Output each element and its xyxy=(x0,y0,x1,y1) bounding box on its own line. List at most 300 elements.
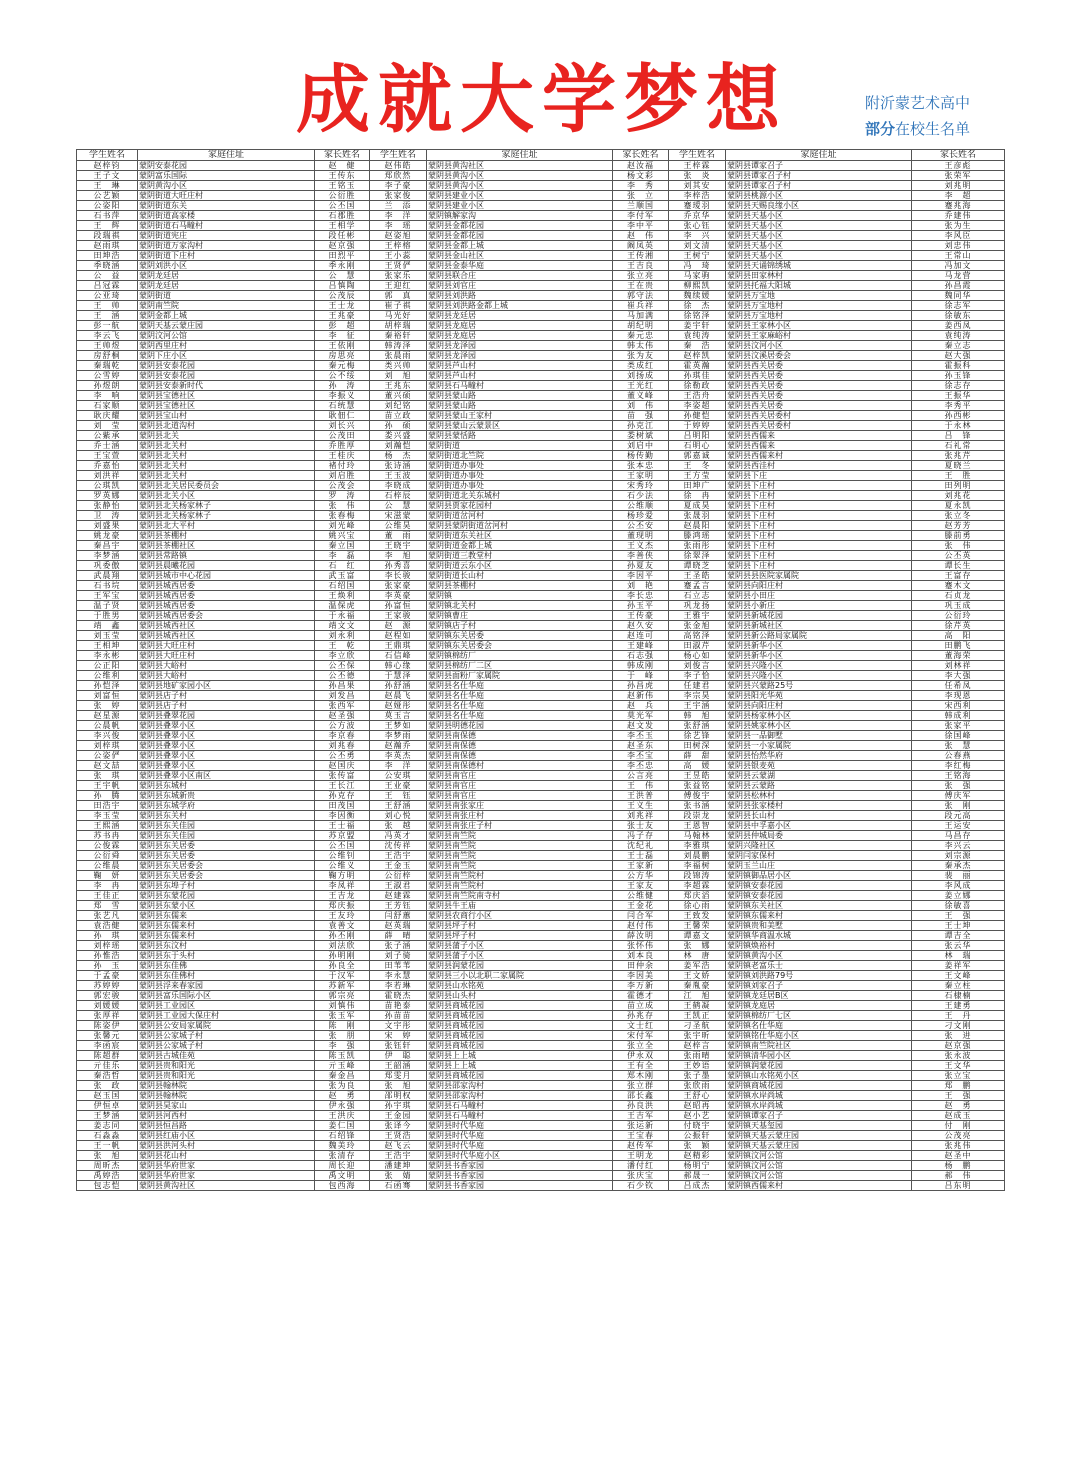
address-cell: 蒙阴县西关居委村 xyxy=(726,421,912,431)
address-cell: 蒙阴县新城社区 xyxy=(726,621,912,631)
student-name-cell: 赵瀚乔 xyxy=(370,741,427,751)
address-cell: 蒙阴镇水岸尚城 xyxy=(726,1091,912,1101)
address-cell: 蒙阴县西关居委 xyxy=(726,361,912,371)
parent-name-cell: 张永波 xyxy=(912,1051,1005,1061)
parent-name-cell: 徐芹英 xyxy=(912,621,1005,631)
address-cell: 蒙阴县龙廷居 xyxy=(427,311,613,321)
parent-name-cell: 王在贵 xyxy=(613,281,669,291)
parent-name-cell: 秦金昌 xyxy=(315,1071,370,1081)
roster-caption xyxy=(865,118,970,139)
student-name-cell: 崔子祺 xyxy=(370,301,427,311)
student-name-cell: 李 洋 xyxy=(370,211,427,221)
student-name-cell: 孙琪佳 xyxy=(669,371,726,381)
student-name-cell: 江 旭 xyxy=(669,991,726,1001)
parent-name-cell: 刁文刚 xyxy=(912,1021,1005,1031)
parent-name-cell: 文士红 xyxy=(613,1021,669,1031)
address-cell: 蒙阴县润蒙花园 xyxy=(427,961,613,971)
parent-name-cell: 公维钊 xyxy=(315,851,370,861)
parent-name-cell: 高 阳 xyxy=(912,631,1005,641)
parent-name-cell: 孙良洪 xyxy=(613,1101,669,1111)
address-cell: 蒙阴县联合庄 xyxy=(427,271,613,281)
student-name-cell: 郭宏骏 xyxy=(77,991,138,1001)
student-name-cell: 马光好 xyxy=(370,311,427,321)
student-name-cell: 高 媛 xyxy=(669,761,726,771)
parent-name-cell: 王 强 xyxy=(912,911,1005,921)
table-row xyxy=(77,1111,1005,1121)
student-name-cell: 郭嘉诚 xyxy=(669,451,726,461)
address-cell: 蒙阴县贵和阳光 xyxy=(138,1071,315,1081)
parent-name-cell: 王义杰 xyxy=(613,541,669,551)
parent-name-cell: 赵 兵 xyxy=(613,701,669,711)
parent-name-cell: 王传豪 xyxy=(613,611,669,621)
address-cell: 蒙阴县中孚嘉小区 xyxy=(726,821,912,831)
student-name-cell: 石信峰 xyxy=(370,651,427,661)
parent-name-cell: 秦立志 xyxy=(912,341,1005,351)
student-name-cell: 公正阳 xyxy=(77,661,138,671)
student-name-cell: 李玉莹 xyxy=(77,811,138,821)
table-row xyxy=(77,201,1005,211)
address-cell: 蒙阴县山水铭苑 xyxy=(427,981,613,991)
address-cell: 蒙阴县刘洪路 xyxy=(427,291,613,301)
address-cell: 蒙阴县叠翠小区南区 xyxy=(138,771,315,781)
student-name-cell: 马家驹 xyxy=(669,271,726,281)
student-name-cell: 徐铭泽 xyxy=(669,311,726,321)
address-cell: 蒙阴县龙庭居 xyxy=(427,321,613,331)
table-row xyxy=(77,331,1005,341)
address-cell: 蒙阴县蒙阴街道岔河村 xyxy=(427,521,613,531)
address-cell: 蒙阴县明德花园 xyxy=(427,721,613,731)
student-name-cell: 公振轩 xyxy=(669,1131,726,1141)
student-name-cell: 李梓浩 xyxy=(669,191,726,201)
student-name-cell: 韩涛泽 xyxy=(370,341,427,351)
parent-name-cell: 刘光峰 xyxy=(315,521,370,531)
address-cell: 蒙阴县下庄村 xyxy=(726,531,912,541)
student-name-cell: 王树宁 xyxy=(669,251,726,261)
address-cell: 蒙阴县南官庄 xyxy=(427,781,613,791)
address-cell: 蒙阴县张家楼村 xyxy=(726,801,912,811)
parent-name-cell: 房思亮 xyxy=(315,351,370,361)
student-name-cell: 公衍舜 xyxy=(77,851,138,861)
student-name-cell: 公安琪 xyxy=(370,771,427,781)
address-cell: 蒙阴县南竺院村 xyxy=(427,881,613,891)
parent-name-cell: 于 峰 xyxy=(613,671,669,681)
address-cell: 蒙阴县东蒙小区 xyxy=(138,901,315,911)
parent-name-cell: 李因平 xyxy=(613,571,669,581)
student-name-cell: 冯英才 xyxy=(370,831,427,841)
parent-name-cell: 公维义 xyxy=(315,861,370,871)
address-cell: 蒙阴镇御品居小区 xyxy=(726,871,912,881)
address-cell: 蒙阴县西儒来 xyxy=(726,431,912,441)
student-name-cell: 李云飞 xyxy=(77,331,138,341)
address-cell: 蒙阴县名仕华庭 xyxy=(427,681,613,691)
parent-name-cell: 王桂庆 xyxy=(315,451,370,461)
address-cell: 蒙阴县工业园区 xyxy=(138,1001,315,1011)
address-cell: 蒙阴县大旺庄村 xyxy=(138,651,315,661)
student-name-cell: 杨 杰 xyxy=(370,451,427,461)
parent-name-cell: 刘法欣 xyxy=(315,941,370,951)
address-cell: 蒙阴县北关杨家林子 xyxy=(138,511,315,521)
address-cell: 蒙阴镇华商温水城 xyxy=(726,931,912,941)
address-cell: 蒙阴县红庙小区 xyxy=(138,1131,315,1141)
student-name-cell: 田苇苇 xyxy=(370,961,427,971)
table-row xyxy=(77,171,1005,181)
parent-name-cell: 赵传军 xyxy=(613,1141,669,1151)
parent-name-cell: 张士友 xyxy=(613,821,669,831)
student-name-cell: 刘洪祥 xyxy=(77,471,138,481)
column-header: 学生姓名 xyxy=(669,150,726,161)
address-cell: 蒙阴县万宝地村 xyxy=(726,311,912,321)
parent-name-cell: 王建勇 xyxy=(912,1001,1005,1011)
student-name-cell: 滕鸿瑶 xyxy=(669,531,726,541)
address-cell: 蒙阴县店子村 xyxy=(138,701,315,711)
student-name-cell: 吕冠霖 xyxy=(77,281,138,291)
table-row xyxy=(77,1031,1005,1041)
student-name-cell: 沈传祥 xyxy=(370,841,427,851)
student-name-cell: 张钰轩 xyxy=(370,1041,427,1051)
address-cell: 蒙阴县安泰新时代 xyxy=(138,381,315,391)
address-cell: 蒙阴下庄小区 xyxy=(138,351,315,361)
student-name-cell: 刘富恒 xyxy=(77,691,138,701)
parent-name-cell: 张庆宝 xyxy=(613,1171,669,1181)
parent-name-cell: 鞠方明 xyxy=(315,871,370,881)
address-cell: 蒙阴县西儒来村 xyxy=(726,451,912,461)
table-row xyxy=(77,1071,1005,1081)
parent-name-cell: 刘兆春 xyxy=(315,741,370,751)
parent-name-cell: 刘兆明 xyxy=(912,181,1005,191)
student-name-cell: 张子涵 xyxy=(370,941,427,951)
student-name-cell: 张艺凡 xyxy=(77,911,138,921)
address-cell: 蒙阴县富乐国际小区 xyxy=(138,991,315,1001)
student-name-cell: 刘纪铭 xyxy=(370,401,427,411)
student-name-cell: 王金玉 xyxy=(370,861,427,871)
student-name-cell: 李长骏 xyxy=(370,571,427,581)
address-cell: 蒙阴汶河公馆 xyxy=(138,331,315,341)
address-cell: 蒙阴街道高家楼 xyxy=(138,211,315,221)
parent-name-cell: 董现明 xyxy=(613,531,669,541)
address-cell: 蒙阴县商城花园 xyxy=(427,1021,613,1031)
student-name-cell: 孙宇琪 xyxy=(370,1101,427,1111)
student-name-cell: 石家顺 xyxy=(77,401,138,411)
parent-name-cell: 李付军 xyxy=(613,211,669,221)
address-cell: 蒙阴县商城花园 xyxy=(427,1071,613,1081)
student-name-cell: 赵娅彤 xyxy=(370,701,427,711)
parent-name-cell: 孙克存 xyxy=(315,791,370,801)
address-cell: 蒙阴县阳光华苑 xyxy=(726,691,912,701)
address-cell: 蒙阴县城西居委 xyxy=(138,591,315,601)
address-cell: 蒙阴县宝山村 xyxy=(138,411,315,421)
address-cell: 蒙阴镇西儒来村 xyxy=(726,1181,912,1191)
table-row xyxy=(77,971,1005,981)
student-name-cell: 刘 旭 xyxy=(370,371,427,381)
parent-name-cell: 赵文发 xyxy=(613,721,669,731)
student-name-cell: 张宇昕 xyxy=(669,1031,726,1041)
table-row xyxy=(77,271,1005,281)
parent-name-cell: 季永刚 xyxy=(315,261,370,271)
page-title: 成就大学梦想 xyxy=(296,57,788,143)
parent-name-cell: 张为友 xyxy=(613,351,669,361)
student-name-cell: 刘心悦 xyxy=(370,811,427,821)
student-name-cell: 宋滋蒙 xyxy=(370,511,427,521)
student-name-cell: 孙惟浩 xyxy=(77,951,138,961)
table-row xyxy=(77,561,1005,571)
parent-name-cell: 苗立成 xyxy=(613,1001,669,1011)
address-cell: 蒙阴县金都花园 xyxy=(427,221,613,231)
student-name-cell: 吕成杰 xyxy=(669,1181,726,1191)
student-name-cell: 公维昊 xyxy=(370,521,427,531)
parent-name-cell: 王洪普 xyxy=(613,791,669,801)
parent-name-cell: 罗 涛 xyxy=(315,491,370,501)
address-cell: 蒙阴县谭家召子 xyxy=(726,161,912,171)
table-row xyxy=(77,1171,1005,1181)
address-cell: 蒙阴县桃源小区 xyxy=(726,191,912,201)
parent-name-cell: 李振义 xyxy=(315,391,370,401)
parent-name-cell: 任希凤 xyxy=(912,681,1005,691)
student-name-cell: 赵小艺 xyxy=(669,1111,726,1121)
parent-name-cell: 张立宝 xyxy=(912,1071,1005,1081)
parent-name-cell: 王 丹 xyxy=(912,1011,1005,1021)
address-cell: 蒙阴县昊家山 xyxy=(138,1101,315,1111)
table-row xyxy=(77,931,1005,941)
parent-name-cell: 王吉龙 xyxy=(315,891,370,901)
parent-name-cell: 包西海 xyxy=(315,1181,370,1191)
student-name-cell: 陈超群 xyxy=(77,1051,138,1061)
student-name-cell: 孙恺泽 xyxy=(77,681,138,691)
column-header: 家长姓名 xyxy=(613,150,669,161)
student-name-cell: 王文娇 xyxy=(669,971,726,981)
parent-name-cell: 张 立 xyxy=(613,191,669,201)
table-row xyxy=(77,401,1005,411)
parent-name-cell: 冯加文 xyxy=(912,261,1005,271)
student-name-cell: 王昱皓 xyxy=(669,771,726,781)
address-cell: 蒙阴县西关居委 xyxy=(726,401,912,411)
student-name-cell: 王贤浩 xyxy=(370,1131,427,1141)
parent-name-cell: 刘 艳 xyxy=(613,581,669,591)
student-name-cell: 赵梓凯 xyxy=(669,351,726,361)
parent-name-cell: 刘永利 xyxy=(315,631,370,641)
address-cell: 蒙阴县天赐良缘小区 xyxy=(726,201,912,211)
student-name-cell: 公 益 xyxy=(77,271,138,281)
parent-name-cell: 张 进 xyxy=(912,1031,1005,1041)
address-cell: 蒙阴镇 xyxy=(427,591,613,601)
parent-name-cell: 石礼常 xyxy=(912,441,1005,451)
table-row xyxy=(77,421,1005,431)
student-name-cell: 孙煜朗 xyxy=(77,381,138,391)
student-name-cell: 苏婷婷 xyxy=(77,981,138,991)
parent-name-cell: 王士福 xyxy=(315,821,370,831)
address-cell: 蒙阴县天基小区 xyxy=(726,251,912,261)
student-name-cell: 刘文清 xyxy=(669,241,726,251)
parent-name-cell: 王焕利 xyxy=(315,591,370,601)
student-name-cell: 秦昌宇 xyxy=(77,541,138,551)
student-name-cell: 李宗昊 xyxy=(669,691,726,701)
student-name-cell: 王 琳 xyxy=(77,181,138,191)
student-name-cell: 公紫承 xyxy=(77,431,138,441)
address-cell: 蒙阴县东蒙花园 xyxy=(138,891,315,901)
column-header: 家长姓名 xyxy=(315,150,370,161)
address-cell: 蒙阴县长山村 xyxy=(726,811,912,821)
address-cell: 蒙阴镇龙庭居 xyxy=(726,1001,912,1011)
table-row xyxy=(77,961,1005,971)
table-row xyxy=(77,371,1005,381)
student-name-cell: 于婷婷 xyxy=(669,421,726,431)
parent-name-cell: 李因美 xyxy=(613,971,669,981)
parent-name-cell: 张清存 xyxy=(315,1151,370,1161)
parent-name-cell: 袁善文 xyxy=(315,921,370,931)
student-name-cell: 王雅宇 xyxy=(669,611,726,621)
table-row xyxy=(77,1161,1005,1171)
student-name-cell: 赵飞云 xyxy=(370,1141,427,1151)
student-name-cell: 公维利 xyxy=(77,671,138,681)
student-name-cell: 郭 真 xyxy=(370,291,427,301)
student-name-cell: 张舒涵 xyxy=(669,721,726,731)
student-name-cell: 刁圣航 xyxy=(669,1021,726,1031)
student-roster-table xyxy=(76,149,1005,1191)
student-name-cell: 高铭泽 xyxy=(669,631,726,641)
parent-name-cell: 陈玉凯 xyxy=(315,1051,370,1061)
parent-name-cell: 马龙营 xyxy=(912,271,1005,281)
student-name-cell: 赵文喆 xyxy=(77,761,138,771)
parent-name-cell: 李大强 xyxy=(912,671,1005,681)
student-name-cell: 霍晓杰 xyxy=(370,991,427,1001)
parent-name-cell: 郭守法 xyxy=(613,291,669,301)
parent-name-cell: 耿佃仁 xyxy=(315,411,370,421)
parent-name-cell: 宋付军 xyxy=(613,1031,669,1041)
table-row xyxy=(77,1001,1005,1011)
parent-name-cell: 薛汝明 xyxy=(613,931,669,941)
parent-name-cell: 韩成刚 xyxy=(613,661,669,671)
address-cell: 蒙阴县东埠子村 xyxy=(138,881,315,891)
parent-name-cell: 徐志存 xyxy=(912,381,1005,391)
table-row xyxy=(77,361,1005,371)
parent-name-cell: 夏永凯 xyxy=(912,501,1005,511)
student-name-cell: 王晓宇 xyxy=(370,541,427,551)
parent-name-cell: 郑 鹏 xyxy=(912,1081,1005,1091)
student-name-cell: 张书涵 xyxy=(669,801,726,811)
parent-name-cell: 张怀伟 xyxy=(613,941,669,951)
parent-name-cell: 张本忠 xyxy=(613,461,669,471)
student-name-cell: 李梦雨 xyxy=(370,731,427,741)
address-cell: 蒙阴县北关杨家林子 xyxy=(138,501,315,511)
address-cell: 蒙阴县时代华庭 xyxy=(427,1131,613,1141)
address-cell: 蒙阴县西关居委 xyxy=(726,381,912,391)
address-cell: 蒙阴县南张庄村 xyxy=(427,811,613,821)
address-cell: 蒙阴街道东关 xyxy=(138,201,315,211)
table-row xyxy=(77,1081,1005,1091)
parent-name-cell: 李红梅 xyxy=(912,761,1005,771)
parent-name-cell: 赵圣东 xyxy=(613,741,669,751)
student-name-cell: 吕明阳 xyxy=(669,431,726,441)
student-name-cell: 薛 晴 xyxy=(370,931,427,941)
address-cell: 蒙阴街道大旺庄村 xyxy=(138,191,315,201)
student-name-cell: 李永彬 xyxy=(77,651,138,661)
address-cell: 蒙阴县西洼村 xyxy=(726,461,912,471)
student-name-cell: 李子恰 xyxy=(669,671,726,681)
student-name-cell: 孙秀喜 xyxy=(370,561,427,571)
student-name-cell: 王 涵 xyxy=(77,311,138,321)
address-cell: 蒙阴县建业小区 xyxy=(427,201,613,211)
student-name-cell: 兰 添 xyxy=(370,201,427,211)
address-cell: 蒙阴县东儒来村 xyxy=(138,921,315,931)
parent-name-cell: 潘付红 xyxy=(613,1161,669,1171)
address-cell: 蒙阴县蒙山路 xyxy=(427,401,613,411)
address-cell: 蒙阴县南官庄 xyxy=(427,791,613,801)
parent-name-cell: 张 刚 xyxy=(912,801,1005,811)
parent-name-cell: 李京春 xyxy=(315,731,370,741)
table-row xyxy=(77,851,1005,861)
address-cell: 蒙阴县王家林小区 xyxy=(726,321,912,331)
table-header-row xyxy=(77,150,1005,161)
student-name-cell: 蹇瑷羽 xyxy=(669,201,726,211)
student-name-cell: 刘瀚恺 xyxy=(370,441,427,451)
parent-name-cell: 李丕玉 xyxy=(613,731,669,741)
address-cell: 蒙阴龙廷居 xyxy=(138,271,315,281)
column-header: 学生姓名 xyxy=(370,150,427,161)
student-name-cell: 郑雯月 xyxy=(370,1071,427,1081)
student-name-cell: 王 钰 xyxy=(370,791,427,801)
parent-name-cell: 宋西利 xyxy=(912,701,1005,711)
address-cell: 蒙阴县向阳庄村 xyxy=(726,581,912,591)
address-cell: 蒙阴县金山社区 xyxy=(427,251,613,261)
parent-name-cell: 公方华 xyxy=(613,871,669,881)
address-cell: 蒙阴县河西村 xyxy=(138,1111,315,1121)
student-name-cell: 李 响 xyxy=(77,391,138,401)
parent-name-cell: 张立冬 xyxy=(912,511,1005,521)
table-row xyxy=(77,911,1005,921)
address-cell: 蒙阴县地矿家园小区 xyxy=(138,681,315,691)
student-name-cell: 王兆东 xyxy=(370,381,427,391)
address-cell: 蒙阴县面粉厂家属院 xyxy=(427,671,613,681)
parent-name-cell: 公 慧 xyxy=(315,271,370,281)
parent-name-cell: 公方波 xyxy=(315,721,370,731)
student-name-cell: 禹婷浩 xyxy=(77,1171,138,1181)
student-name-cell: 谭嘉文 xyxy=(669,931,726,941)
address-cell: 蒙阴县怡然华府 xyxy=(726,751,912,761)
parent-name-cell: 娄树斌 xyxy=(613,431,669,441)
parent-name-cell: 田茂国 xyxy=(315,801,370,811)
parent-name-cell: 张为生 xyxy=(912,221,1005,231)
parent-name-cell: 杨文彩 xyxy=(613,171,669,181)
caption-rest: 在校生名单 xyxy=(895,120,971,138)
student-name-cell: 公维晨 xyxy=(77,861,138,871)
student-name-cell: 王迎红 xyxy=(370,281,427,291)
parent-name-cell: 付 刚 xyxy=(912,1121,1005,1131)
address-cell: 蒙阴镇棉纺厂七区 xyxy=(726,1011,912,1021)
student-name-cell: 王圣皓 xyxy=(669,571,726,581)
student-name-cell: 包志恺 xyxy=(77,1181,138,1191)
student-name-cell: 苗立政 xyxy=(370,411,427,421)
parent-name-cell: 武玉富 xyxy=(315,571,370,581)
student-name-cell: 陈姿伊 xyxy=(77,1021,138,1031)
table-row xyxy=(77,581,1005,591)
address-cell: 蒙阴县商城花园 xyxy=(427,1041,613,1051)
table-row xyxy=(77,921,1005,931)
student-name-cell: 田树深 xyxy=(669,741,726,751)
student-name-cell: 王浩宇 xyxy=(370,1151,427,1161)
parent-name-cell: 张运新 xyxy=(613,1121,669,1131)
address-cell: 蒙阴县北关村 xyxy=(138,441,315,451)
student-name-cell: 温子贤 xyxy=(77,601,138,611)
address-cell: 蒙阴镇解家沟 xyxy=(427,211,613,221)
parent-name-cell: 刘慎伟 xyxy=(315,1001,370,1011)
parent-name-cell: 王建峰 xyxy=(613,641,669,651)
parent-name-cell: 王家明 xyxy=(613,471,669,481)
table-row xyxy=(77,691,1005,701)
parent-name-cell: 石棣楠 xyxy=(912,991,1005,1001)
student-name-cell: 娄兴盛 xyxy=(370,431,427,441)
student-name-cell: 董兴硕 xyxy=(370,391,427,401)
student-name-cell: 段崇龙 xyxy=(669,811,726,821)
address-cell: 蒙阴镇铭仕华庭小区 xyxy=(726,1031,912,1041)
